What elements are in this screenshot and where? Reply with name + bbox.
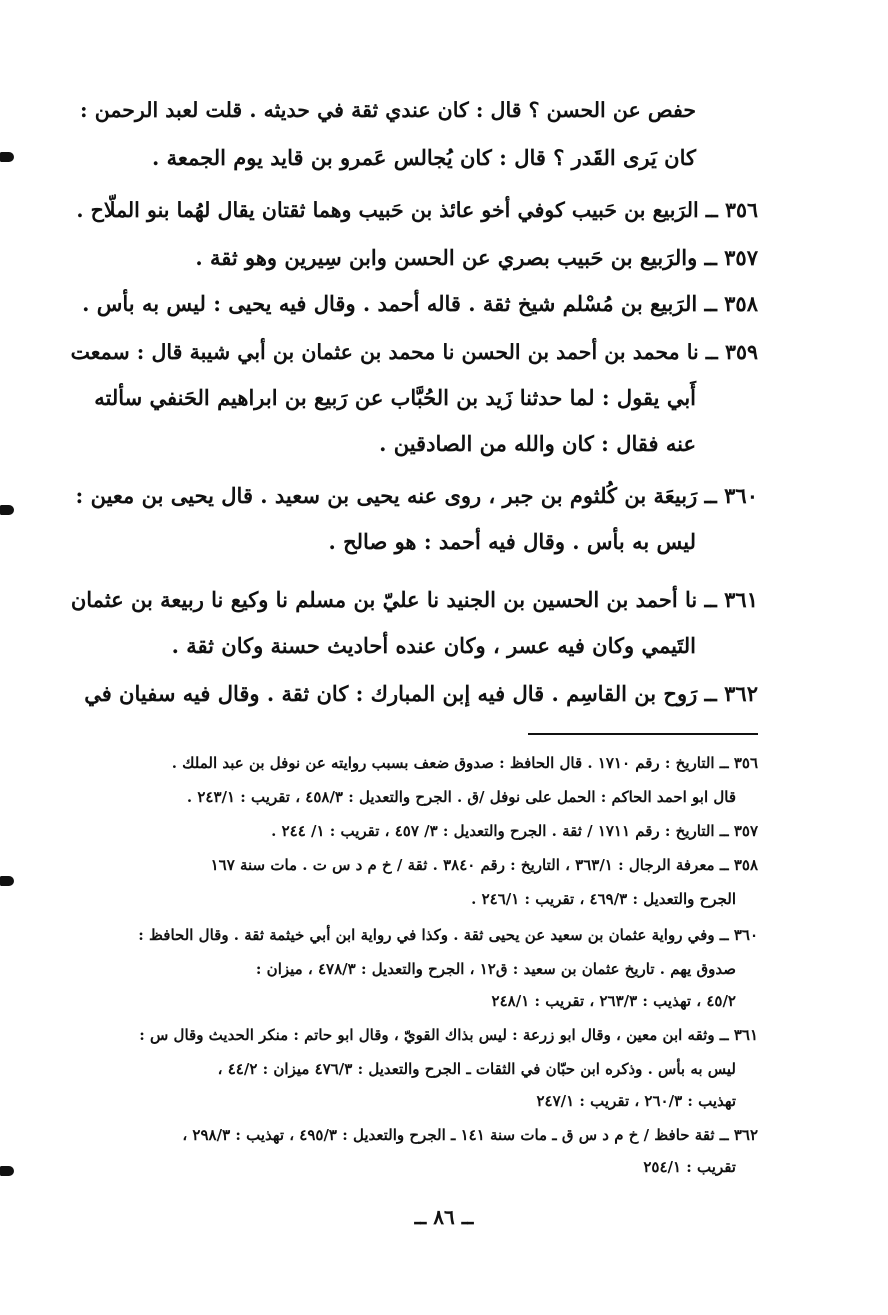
footnote-line-4: ٣٥٨ ــ معرفة الرجال : ٣٦٣/١ ، التاريخ : رقم ٣٨٤٠ . ثقة / خ م د س ت . مات سنة ١٦٧ [210,856,758,874]
binding-hole-mark [0,876,14,886]
main-line-6: ٣٥٩ ــ نا محمد بن أحمد بن الحسن نا محمد بن عثمان بن أبي شيبة قال : سمعت [70,340,758,364]
main-line-4: ٣٥٧ ــ والرَبيع بن حَبيب بصري عن الحسن وابن سِيرين وهو ثقة . [195,245,758,270]
main-line-11: ٣٦١ ــ نا أحمد بن الحسين بن الجنيد نا عليّ بن مسلم نا وكيع نا ربيعة بن عثمان [70,587,758,612]
footnote-line-1: ٣٥٦ ــ التاريخ : رقم ١٧١٠ . قال الحافظ : صدوق ضعف بسبب روايته عن نوفل بن عبد الملك . [171,754,758,772]
binding-hole-mark [0,505,14,515]
main-line-13: ٣٦٢ ــ رَوح بن القاسِم . قال فيه إبن المبارك : كان ثقة . وقال فيه سفيان في [84,681,758,706]
main-line-2: كان يَرى القَدر ؟ قال : كان يُجالس عَمرو بن قايد يوم الجمعة . [152,145,696,170]
footnote-line-13: تقريب : ٢٥٤/١ [643,1158,736,1176]
main-line-1: حفص عن الحسن ؟ قال : كان عندي ثقة في حديثه . قلت لعبد الرحمن : [80,98,696,122]
footnote-line-9: ٣٦١ ــ وثقه ابن معين ، وقال ابو زرعة : ليس بذاك القويّ ، وقال ابو حاتم : منكر الحديث وقال س : [139,1026,758,1044]
page-number: ــ ٨٦ ــ [414,1205,474,1229]
main-line-5: ٣٥٨ ــ الرَبيع بن مُسْلم شيخ ثقة . قاله أحمد . وقال فيه يحيى : ليس به بأس . [82,291,758,316]
footnote-line-11: تهذيب : ٢٦٠/٣ ، تقريب : ٢٤٧/١ [536,1092,736,1110]
footnote-line-2: قال ابو احمد الحاكم : الحمل على نوفل /ق . الجرح والتعديل : ٤٥٨/٣ ، تقريب : ٢٤٣/١ . [186,788,736,806]
main-line-3: ٣٥٦ ــ الرَبيع بن حَبيب كوفي أخو عائذ بن حَبيب وهما ثقتان يقال لهُما بنو الملّاح . [76,198,758,222]
footnote-line-10: ليس به بأس . وذكره ابن حبّان في الثقات ـ الجرح والتعديل : ٤٧٦/٣ ميزان : ٤٤/٢ ، [217,1060,736,1078]
footnote-line-3: ٣٥٧ ــ التاريخ : رقم ١٧١١ / ثقة . الجرح والتعديل : ٣/ ٤٥٧ ، تقريب : ١/ ٢٤٤ . [271,822,758,840]
footnote-divider [528,733,758,735]
footnote-line-8: ٤٥/٢ ، تهذيب : ٢٦٣/٣ ، تقريب : ٢٤٨/١ [491,992,736,1010]
footnote-line-12: ٣٦٢ ــ ثقة حافظ / خ م د س ق ـ مات سنة ١٤١ ـ الجرح والتعديل : ٤٩٥/٣ ، تهذيب : ٢٩٨/٣ ، [182,1126,758,1144]
main-line-8: عنه فقال : كان والله من الصادقين . [379,431,696,456]
main-line-10: ليس به بأس . وقال فيه أحمد : هو صالح . [328,529,696,554]
binding-hole-mark [0,1166,14,1176]
main-line-9: ٣٦٠ ــ رَبيعَة بن كُلثوم بن جبر ، روى عنه يحيى بن سعيد . قال يحيى بن معين : [75,483,758,508]
main-line-7: أَبي يقول : لما حدثنا زَيد بن الحُبَّاب عن رَبيع بن ابراهيم الحَنفي سألته [94,385,696,410]
footnote-line-6: ٣٦٠ ــ وفي رواية عثمان بن سعيد عن يحيى ثقة . وكذا في رواية ابن أبي خيثمة ثقة . وقال الحافظ : [138,926,758,944]
main-line-12: التَيمي وكان فيه عسر ، وكان عنده أحاديث حسنة وكان ثقة . [171,633,696,658]
footnote-line-7: صدوق يهم . تاريخ عثمان بن سعيد : ق١٢ ، الجرح والتعديل : ٤٧٨/٣ ، ميزان : [255,960,736,978]
footnote-line-5: الجرح والتعديل : ٤٦٩/٣ ، تقريب : ٢٤٦/١ . [471,890,736,908]
binding-hole-mark [0,152,14,162]
